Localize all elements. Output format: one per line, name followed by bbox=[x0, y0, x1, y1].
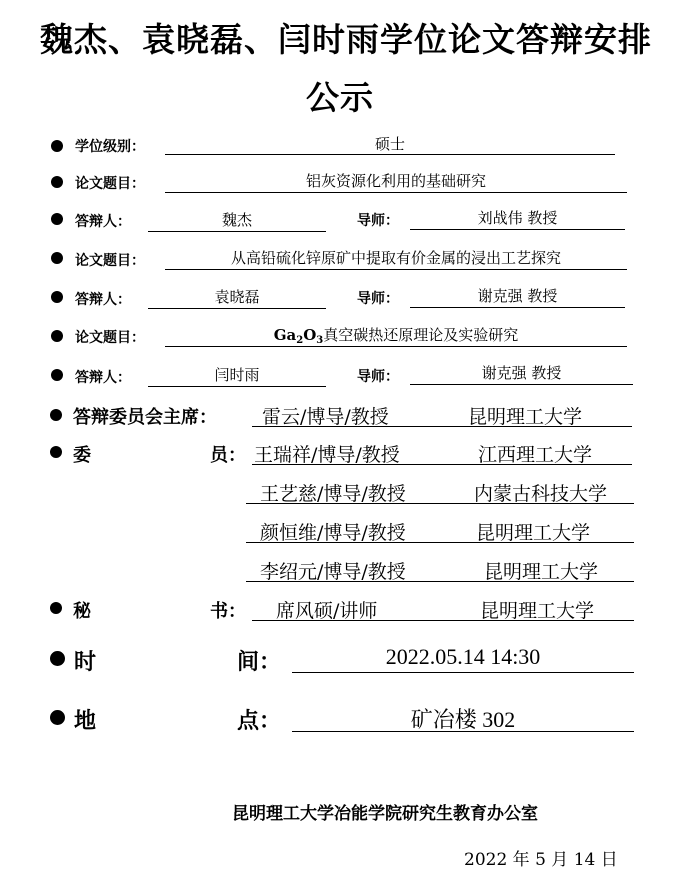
degree-value: 硕士 bbox=[165, 133, 615, 155]
student-name: 袁晓磊 bbox=[148, 286, 326, 309]
bullet-icon bbox=[51, 140, 63, 152]
chair-row bbox=[252, 401, 632, 427]
member-name: 王艺慈/博导/教授 bbox=[260, 483, 406, 505]
secretary-name: 席风硕/讲师 bbox=[276, 600, 378, 622]
advisor-label: 导师： bbox=[357, 291, 399, 307]
bullet-icon bbox=[50, 446, 62, 458]
member-row bbox=[246, 556, 634, 582]
bullet-icon bbox=[51, 330, 63, 342]
student-label: 答辩人： bbox=[75, 370, 131, 386]
place-label-2: 点： bbox=[237, 708, 282, 734]
bullet-icon bbox=[51, 213, 63, 225]
student-name: 闫时雨 bbox=[148, 364, 326, 387]
degree-label: 学位级别： bbox=[75, 139, 145, 155]
thesis-title-label: 论文题目： bbox=[75, 253, 145, 269]
student-label: 答辩人： bbox=[75, 214, 131, 230]
member-name: 李绍元/博导/教授 bbox=[260, 561, 406, 583]
member-org: 昆明理工大学 bbox=[484, 561, 599, 583]
advisor-name: 谢克强 教授 bbox=[410, 285, 625, 308]
bullet-icon bbox=[51, 369, 63, 381]
advisor-label: 导师： bbox=[357, 213, 399, 229]
secretary-org: 昆明理工大学 bbox=[480, 600, 595, 622]
bullet-icon bbox=[51, 252, 63, 264]
member-org: 内蒙古科技大学 bbox=[474, 483, 608, 505]
members-label-1: 委 bbox=[73, 445, 91, 466]
page-title: 魏杰、袁晓磊、闫时雨学位论文答辩安排 bbox=[40, 20, 652, 59]
bullet-icon bbox=[50, 602, 62, 614]
page-title-line2: 公示 bbox=[306, 78, 374, 117]
members-label-2: 员： bbox=[210, 445, 246, 466]
chair-name: 雷云/博导/教授 bbox=[262, 406, 389, 428]
secretary-label-2: 书： bbox=[210, 601, 246, 622]
member-row bbox=[252, 439, 632, 465]
place-value: 矿冶楼 302 bbox=[292, 703, 634, 732]
bullet-icon bbox=[50, 651, 65, 666]
member-name: 颜恒维/博导/教授 bbox=[260, 522, 406, 544]
time-label-1: 时 bbox=[74, 649, 97, 675]
bullet-icon bbox=[51, 291, 63, 303]
chair-org: 昆明理工大学 bbox=[468, 406, 583, 428]
thesis-title-label: 论文题目： bbox=[75, 330, 145, 346]
issuing-office: 昆明理工大学冶能学院研究生教育办公室 bbox=[232, 804, 538, 824]
member-name: 王瑞祥/博导/教授 bbox=[254, 444, 400, 466]
student-name: 魏杰 bbox=[148, 209, 326, 232]
secretary-label-1: 秘 bbox=[73, 601, 91, 622]
member-row bbox=[246, 478, 634, 504]
bullet-icon bbox=[50, 710, 65, 725]
thesis-title: $Ga_2O_3$真空碳热还原理论及实验研究 bbox=[165, 324, 627, 347]
time-value: 2022.05.14 14:30 bbox=[292, 644, 634, 673]
thesis-title: 从高铅硫化锌原矿中提取有价金属的浸出工艺探究 bbox=[165, 247, 627, 270]
place-label-1: 地 bbox=[74, 708, 97, 734]
student-label: 答辩人： bbox=[75, 292, 131, 308]
advisor-name: 谢克强 教授 bbox=[410, 362, 633, 385]
thesis-title: 铝灰资源化利用的基础研究 bbox=[165, 170, 627, 193]
member-org: 昆明理工大学 bbox=[476, 522, 591, 544]
advisor-name: 刘战伟 教授 bbox=[410, 207, 625, 230]
issue-date: 2022 年 5 月 14 日 bbox=[464, 850, 618, 870]
bullet-icon bbox=[51, 176, 63, 188]
advisor-label: 导师： bbox=[357, 369, 399, 385]
bullet-icon bbox=[50, 409, 62, 421]
time-label-2: 间： bbox=[237, 649, 282, 675]
secretary-row bbox=[252, 595, 634, 621]
member-row bbox=[246, 517, 634, 543]
chair-label: 答辩委员会主席： bbox=[73, 407, 217, 428]
member-org: 江西理工大学 bbox=[478, 444, 593, 466]
thesis-title-label: 论文题目： bbox=[75, 176, 145, 192]
thesis-title-formula: Ga bbox=[273, 326, 297, 344]
